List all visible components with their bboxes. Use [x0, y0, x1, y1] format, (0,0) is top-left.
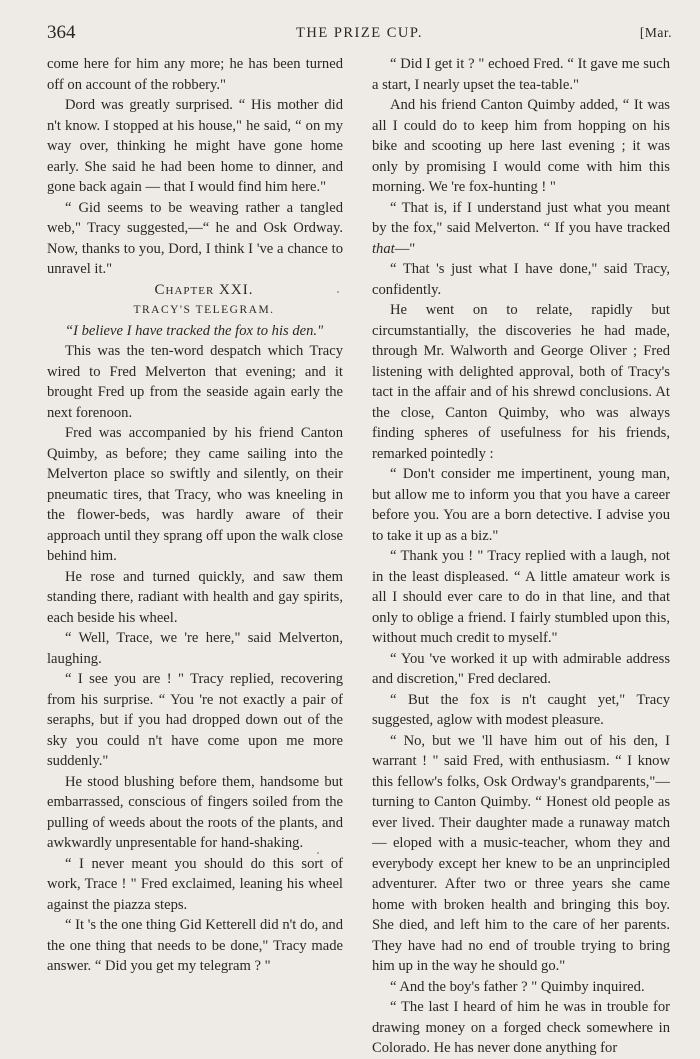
paragraph: And his friend Canton Quimby added, “ It was all I could do to keep him from hopping on his bike and scooting up here last evening ; it was only by promising I would come with him this morning. We 're fox-hunting ! " [372, 97, 670, 195]
paragraph [372, 198, 670, 260]
paragraph: “ Did I get it ? " echoed Fred. “ It gave me such a start, I nearly upset the tea-table." [372, 56, 670, 93]
text-run: “ That is, if I understand just what you meant by the fox," said Melverton. “ If you have tracked [372, 199, 670, 236]
paragraph: “ I see you are ! " Tracy replied, recovering from his surprise. “ You 're not exactly a pair of seraphs, but if you had dropped down out of the sky you could n't have come upon me more suddenly." [47, 671, 343, 769]
paragraph: This was the ten-word despatch which Tracy wired to Fred Melverton that evening; and it brought Fred up from the seaside again early the next forenoon. [47, 343, 343, 421]
right-column [372, 54, 670, 1059]
paragraph: “ I never meant you should do this sort of work, Trace ! " Fred exclaimed, leaning his wheel against the piazza steps. [47, 855, 343, 913]
running-month: [Mar. [639, 25, 672, 40]
paragraph: “ Well, Trace, we 're here," said Melverton, laughing. [47, 630, 343, 667]
running-title: THE PRIZE CUP. [296, 25, 423, 41]
paragraph: “ Don't consider me impertinent, young man, but allow me to inform you that you have a career before you. You are a born detective. I advise you to take it up as a biz." [372, 466, 670, 544]
paper-speck [317, 852, 319, 854]
paragraph: He went on to relate, rapidly but circumstantially, the discoveries he had made, through Mr. Walworth and George Oliver ; Fred listening with delighted approval, both of Tracy's tact in the affair and of his shrewd conclusions. At the close, Canton Quimby, who was always finding spheres of usefulness for his friends, remarked pointedly : [372, 302, 670, 462]
page-number: 364 [47, 22, 76, 43]
text-run: —" [394, 240, 416, 257]
paragraph: “ Gid seems to be weaving rather a tangled web," Tracy suggested,—“ he and Osk Ordway. Now, thanks to you, Dord, I think I 've a chance to unravel it." [47, 199, 343, 277]
paragraph: “ The last I heard of him he was in trouble for drawing money on a forged check somewhere in Colorado. He has never done anything for [372, 999, 670, 1056]
paragraph: “ It 's the one thing Gid Ketterell did n't do, and the one thing that needs to be done," Tracy made answer. “ Did you get my telegram ? " [47, 917, 343, 974]
paragraph: “ That 's just what I have done," said Tracy, confidently. [372, 261, 670, 298]
paragraph: “ But the fox is n't caught yet," Tracy suggested, aglow with modest pleasure. [372, 691, 670, 728]
running-head [47, 22, 672, 48]
chapter-epigraph: “I believe I have tracked the fox to his den." [65, 322, 324, 339]
paragraph: “ And the boy's father ? " Quimby inquired. [390, 978, 645, 995]
paragraph: “ Thank you ! " Tracy replied with a laugh, not in the least displeased. “ A little amateur work is all I should ever care to do in that line, and that only to oblige a friend. I fairly stumbled upon this, without much credit to myself." [372, 548, 670, 646]
chapter-title: TRACY'S TELEGRAM. [133, 304, 275, 316]
paragraph: “ No, but we 'll have him out of his den, I warrant ! " said Fred, with enthusiasm. “ I know this fellow's folks, Osk Ordway's grandparents,"— turning to Canton Quimby. “ Honest old people as ever lived. Their daughter made a runaway match — eloped with a music-teacher, whom they and everybody except her knew to be an unprincipled adventurer. After two or three years she came home with broken health and bringing this boy. She died, and left him to the care of her parents. They have had no end of trouble trying to bring him up in the way he should go." [372, 732, 670, 974]
left-column [47, 54, 343, 977]
emphasis: that [372, 240, 395, 257]
paper-speck [337, 291, 339, 293]
paragraph: “ You 've worked it up with admirable address and discretion," Fred declared. [372, 650, 670, 687]
paragraph: He rose and turned quickly, and saw them standing there, radiant with health and gay spirits, each beside his wheel. [47, 568, 343, 626]
paragraph: Dord was greatly surprised. “ His mother did n't know. I stopped at his house," he said, “ on my way over, thinking he might have gone home early. She said he had been home to dinner, and gone back again — that I would find him here." [47, 97, 343, 195]
paragraph: come here for him any more; he has been turned off on account of the robbery." [47, 56, 343, 93]
paragraph: He stood blushing before them, handsome but embarrassed, conscious of fingers soiled from the pulling of weeds about the roots of the plants, and awkwardly unpresentable for hand-shaking. [47, 773, 343, 851]
paragraph: Fred was accompanied by his friend Canton Quimby, as before; they came sailing into the Melverton place so swiftly and silently, on their pneumatic tires, that Tracy, who was kneeling in the flower-beds, was hardly aware of their approach until they sprang off upon the walk close behind him. [47, 425, 343, 564]
chapter-heading: Chapter XXI. [154, 281, 254, 298]
